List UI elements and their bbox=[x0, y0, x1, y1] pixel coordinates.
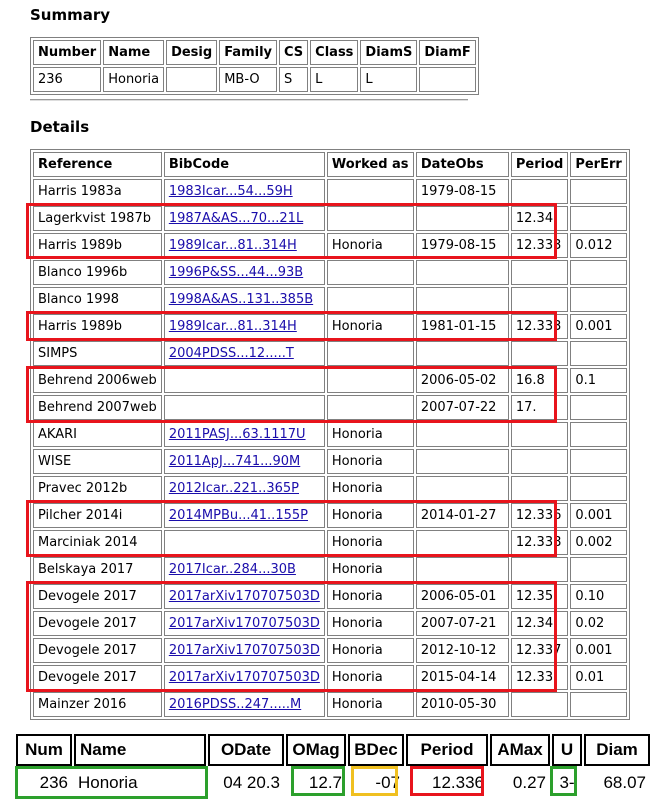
details-cell-period: 12.333 bbox=[511, 314, 568, 339]
bibcode-link[interactable]: 1996P&SS...44...93B bbox=[168, 265, 304, 280]
details-cell-dateobs bbox=[416, 260, 509, 285]
details-cell-period: 12.336 bbox=[511, 503, 568, 528]
details-cell-dateobs bbox=[416, 206, 509, 231]
details-cell-bibcode bbox=[164, 206, 325, 231]
details-cell-pererr: 0.02 bbox=[570, 611, 626, 636]
details-cell-pererr: 0.01 bbox=[570, 665, 626, 690]
details-header-reference: Reference bbox=[33, 152, 162, 177]
details-row bbox=[33, 179, 627, 204]
details-row bbox=[33, 557, 627, 582]
details-cell-dateobs: 2015-04-14 bbox=[416, 665, 509, 690]
details-cell-period: 12.34 bbox=[511, 611, 568, 636]
summary-cell-number: 236 bbox=[33, 67, 101, 92]
details-cell-reference: Harris 1983a bbox=[33, 179, 162, 204]
details-cell-dateobs: 2006-05-01 bbox=[416, 584, 509, 609]
details-cell-period: 12.333 bbox=[511, 233, 568, 258]
bibcode-link[interactable]: 2011PASJ...63.1117U bbox=[168, 427, 306, 442]
details-cell-pererr: 0.002 bbox=[570, 530, 626, 555]
details-row bbox=[33, 611, 627, 636]
details-cell-dateobs bbox=[416, 449, 509, 474]
details-cell-bibcode bbox=[164, 179, 325, 204]
bibcode-link[interactable]: 1989Icar...81..314H bbox=[168, 319, 297, 334]
details-cell-dateobs: 1979-08-15 bbox=[416, 179, 509, 204]
details-cell-pererr bbox=[570, 395, 626, 420]
details-cell-pererr bbox=[570, 341, 626, 366]
details-cell-worked-as bbox=[327, 206, 414, 231]
summary-cell-cs: S bbox=[279, 67, 308, 92]
bottom-cell-name: Honoria bbox=[78, 773, 138, 792]
details-cell-worked-as: Honoria bbox=[327, 233, 414, 258]
details-cell-worked-as: Honoria bbox=[327, 422, 414, 447]
details-cell-reference: Mainzer 2016 bbox=[33, 692, 162, 717]
bibcode-link[interactable]: 1987A&AS...70...21L bbox=[168, 211, 304, 226]
details-cell-worked-as: Honoria bbox=[327, 611, 414, 636]
details-cell-reference: Devogele 2017 bbox=[33, 611, 162, 636]
details-cell-worked-as: Honoria bbox=[327, 692, 414, 717]
details-cell-bibcode bbox=[164, 584, 325, 609]
details-cell-worked-as bbox=[327, 260, 414, 285]
details-cell-dateobs: 2010-05-30 bbox=[416, 692, 509, 717]
details-header-dateobs: DateObs bbox=[416, 152, 509, 177]
details-row bbox=[33, 503, 627, 528]
details-table bbox=[30, 149, 630, 720]
details-cell-worked-as bbox=[327, 179, 414, 204]
details-cell-period bbox=[511, 179, 568, 204]
details-cell-period bbox=[511, 422, 568, 447]
bibcode-link[interactable]: 2016PDSS..247.....M bbox=[168, 697, 302, 712]
details-cell-bibcode bbox=[164, 395, 325, 420]
bottom-header-odate: ODate bbox=[208, 734, 284, 766]
details-body bbox=[33, 179, 627, 717]
details-cell-period: 12.337 bbox=[511, 638, 568, 663]
details-cell-pererr: 0.001 bbox=[570, 638, 626, 663]
details-cell-pererr: 0.10 bbox=[570, 584, 626, 609]
details-cell-reference: Blanco 1996b bbox=[33, 260, 162, 285]
details-cell-worked-as bbox=[327, 287, 414, 312]
details-cell-period bbox=[511, 287, 568, 312]
summary-header-row bbox=[33, 40, 476, 65]
bottom-header-u: U bbox=[552, 734, 582, 766]
details-cell-dateobs bbox=[416, 476, 509, 501]
details-cell-bibcode bbox=[164, 341, 325, 366]
bottom-header-bdec: BDec bbox=[348, 734, 404, 766]
bibcode-link[interactable]: 2004PDSS...12.....T bbox=[168, 346, 294, 361]
details-cell-pererr: 0.001 bbox=[570, 503, 626, 528]
bottom-cell-bdec: -07 bbox=[375, 773, 400, 792]
details-row bbox=[33, 530, 627, 555]
details-cell-bibcode bbox=[164, 449, 325, 474]
bottom-cell-u: 3- bbox=[559, 773, 575, 792]
details-cell-worked-as bbox=[327, 395, 414, 420]
details-cell-bibcode bbox=[164, 476, 325, 501]
details-header-period: Period bbox=[511, 152, 568, 177]
details-row bbox=[33, 206, 627, 231]
details-cell-pererr bbox=[570, 422, 626, 447]
details-cell-worked-as: Honoria bbox=[327, 449, 414, 474]
details-cell-pererr: 0.1 bbox=[570, 368, 626, 393]
summary-header-cs: CS bbox=[279, 40, 308, 65]
details-cell-period: 12.35 bbox=[511, 584, 568, 609]
details-cell-pererr bbox=[570, 179, 626, 204]
bottom-header-omag: OMag bbox=[286, 734, 346, 766]
details-cell-reference: Behrend 2007web bbox=[33, 395, 162, 420]
bottom-header-diam: Diam bbox=[584, 734, 650, 766]
details-row bbox=[33, 692, 627, 717]
details-row bbox=[33, 287, 627, 312]
summary-header-desig: Desig bbox=[166, 40, 217, 65]
details-row bbox=[33, 233, 627, 258]
summary-heading: Summary bbox=[30, 6, 111, 24]
details-cell-pererr bbox=[570, 260, 626, 285]
summary-header-diams: DiamS bbox=[360, 40, 417, 65]
bottom-header-name: Name bbox=[74, 734, 206, 766]
summary-header-number: Number bbox=[33, 40, 101, 65]
details-header-pererr: PerErr bbox=[570, 152, 626, 177]
bibcode-link[interactable]: 2017arXiv170707503D bbox=[168, 670, 320, 685]
details-cell-bibcode bbox=[164, 530, 325, 555]
summary-cell-diams: L bbox=[360, 67, 417, 92]
details-row bbox=[33, 422, 627, 447]
details-cell-reference: Pilcher 2014i bbox=[33, 503, 162, 528]
details-cell-bibcode bbox=[164, 314, 325, 339]
details-cell-reference: Belskaya 2017 bbox=[33, 557, 162, 582]
details-cell-dateobs: 2007-07-21 bbox=[416, 611, 509, 636]
details-cell-dateobs bbox=[416, 530, 509, 555]
details-cell-pererr bbox=[570, 206, 626, 231]
details-cell-bibcode bbox=[164, 692, 325, 717]
bibcode-link[interactable]: 2017arXiv170707503D bbox=[168, 616, 320, 631]
details-cell-worked-as: Honoria bbox=[327, 584, 414, 609]
details-cell-reference: Harris 1989b bbox=[33, 233, 162, 258]
details-cell-pererr bbox=[570, 692, 626, 717]
details-cell-pererr bbox=[570, 449, 626, 474]
details-cell-pererr bbox=[570, 476, 626, 501]
details-cell-bibcode bbox=[164, 260, 325, 285]
details-cell-worked-as: Honoria bbox=[327, 503, 414, 528]
details-cell-pererr: 0.001 bbox=[570, 314, 626, 339]
details-header-bibcode: BibCode bbox=[164, 152, 325, 177]
summary-header-class: Class bbox=[310, 40, 358, 65]
details-cell-period: 17. bbox=[511, 395, 568, 420]
details-row bbox=[33, 476, 627, 501]
summary-cell-family: MB-O bbox=[219, 67, 277, 92]
details-cell-period bbox=[511, 260, 568, 285]
summary-header-diamf: DiamF bbox=[419, 40, 475, 65]
bottom-header-period: Period bbox=[406, 734, 488, 766]
bibcode-link[interactable]: 1983Icar...54...59H bbox=[168, 184, 293, 199]
details-cell-period: 12.338 bbox=[511, 530, 568, 555]
details-cell-period: 12.33 bbox=[511, 665, 568, 690]
details-cell-reference: Marciniak 2014 bbox=[33, 530, 162, 555]
details-cell-bibcode bbox=[164, 503, 325, 528]
bottom-cell-period: 12.336 bbox=[432, 773, 484, 792]
bibcode-link[interactable]: 2017arXiv170707503D bbox=[168, 643, 320, 658]
details-cell-period bbox=[511, 476, 568, 501]
details-cell-reference: SIMPS bbox=[33, 341, 162, 366]
details-cell-reference: AKARI bbox=[33, 422, 162, 447]
details-cell-period: 16.8 bbox=[511, 368, 568, 393]
bottom-cell-odate: 04 20.3 bbox=[223, 773, 280, 792]
details-row bbox=[33, 584, 627, 609]
details-cell-worked-as: Honoria bbox=[327, 557, 414, 582]
bottom-data-row bbox=[16, 768, 650, 798]
bottom-cell-amax: 0.27 bbox=[512, 773, 546, 792]
summary-cell-class: L bbox=[310, 67, 358, 92]
summary-cell-diamf bbox=[419, 67, 475, 92]
details-cell-bibcode bbox=[164, 638, 325, 663]
details-cell-pererr bbox=[570, 287, 626, 312]
details-cell-period bbox=[511, 449, 568, 474]
bibcode-link[interactable]: 2017Icar..284...30B bbox=[168, 562, 296, 577]
bottom-header-num: Num bbox=[16, 734, 72, 766]
details-cell-dateobs bbox=[416, 341, 509, 366]
details-cell-dateobs bbox=[416, 287, 509, 312]
bibcode-link[interactable]: 2017arXiv170707503D bbox=[168, 589, 320, 604]
details-cell-dateobs: 1981-01-15 bbox=[416, 314, 509, 339]
details-cell-dateobs: 2014-01-27 bbox=[416, 503, 509, 528]
details-cell-reference: Behrend 2006web bbox=[33, 368, 162, 393]
details-cell-bibcode bbox=[164, 422, 325, 447]
summary-cell-desig bbox=[166, 67, 217, 92]
summary-row bbox=[33, 67, 476, 92]
bottom-summary-table bbox=[14, 732, 652, 800]
summary-header-family: Family bbox=[219, 40, 277, 65]
details-cell-period: 12.34 bbox=[511, 206, 568, 231]
details-row bbox=[33, 314, 627, 339]
details-cell-period bbox=[511, 557, 568, 582]
details-cell-dateobs: 1979-08-15 bbox=[416, 233, 509, 258]
details-cell-bibcode bbox=[164, 665, 325, 690]
details-cell-reference: Blanco 1998 bbox=[33, 287, 162, 312]
bottom-cell-diam: 68.07 bbox=[603, 773, 646, 792]
details-cell-bibcode bbox=[164, 287, 325, 312]
section-divider bbox=[30, 99, 468, 101]
details-cell-reference: Pravec 2012b bbox=[33, 476, 162, 501]
details-heading: Details bbox=[30, 118, 90, 136]
summary-table bbox=[30, 37, 479, 95]
details-cell-dateobs: 2012-10-12 bbox=[416, 638, 509, 663]
bottom-header-amax: AMax bbox=[490, 734, 550, 766]
summary-cell-name: Honoria bbox=[103, 67, 164, 92]
details-cell-worked-as: Honoria bbox=[327, 314, 414, 339]
bottom-cell-omag: 12.7 bbox=[308, 773, 342, 792]
details-cell-bibcode bbox=[164, 611, 325, 636]
bibcode-link[interactable]: 2014MPBu...41..155P bbox=[168, 508, 308, 523]
bibcode-link[interactable]: 2012Icar..221..365P bbox=[168, 481, 299, 496]
details-cell-worked-as: Honoria bbox=[327, 665, 414, 690]
details-row bbox=[33, 260, 627, 285]
details-cell-bibcode bbox=[164, 557, 325, 582]
bibcode-link[interactable]: 1998A&AS..131..385B bbox=[168, 292, 314, 307]
details-cell-reference: Harris 1989b bbox=[33, 314, 162, 339]
details-cell-period bbox=[511, 692, 568, 717]
details-cell-dateobs bbox=[416, 557, 509, 582]
details-cell-reference: Devogele 2017 bbox=[33, 584, 162, 609]
details-row bbox=[33, 341, 627, 366]
details-cell-bibcode bbox=[164, 368, 325, 393]
details-cell-worked-as: Honoria bbox=[327, 638, 414, 663]
details-cell-bibcode bbox=[164, 233, 325, 258]
details-cell-dateobs: 2007-07-22 bbox=[416, 395, 509, 420]
details-cell-reference: Devogele 2017 bbox=[33, 665, 162, 690]
details-row bbox=[33, 449, 627, 474]
details-cell-pererr bbox=[570, 557, 626, 582]
details-cell-worked-as bbox=[327, 368, 414, 393]
details-row bbox=[33, 638, 627, 663]
details-cell-reference: Lagerkvist 1987b bbox=[33, 206, 162, 231]
details-cell-period bbox=[511, 341, 568, 366]
details-cell-pererr: 0.012 bbox=[570, 233, 626, 258]
summary-header-name: Name bbox=[103, 40, 164, 65]
bibcode-link[interactable]: 1989Icar...81..314H bbox=[168, 238, 297, 253]
details-cell-reference: WISE bbox=[33, 449, 162, 474]
details-row bbox=[33, 395, 627, 420]
bottom-cell-num: 236 bbox=[39, 773, 68, 792]
bottom-header-row bbox=[16, 734, 650, 766]
details-cell-reference: Devogele 2017 bbox=[33, 638, 162, 663]
details-header-row bbox=[33, 152, 627, 177]
details-cell-dateobs bbox=[416, 422, 509, 447]
details-cell-worked-as: Honoria bbox=[327, 476, 414, 501]
details-cell-worked-as: Honoria bbox=[327, 530, 414, 555]
details-header-worked-as: Worked as bbox=[327, 152, 414, 177]
details-cell-dateobs: 2006-05-02 bbox=[416, 368, 509, 393]
details-row bbox=[33, 368, 627, 393]
details-cell-worked-as bbox=[327, 341, 414, 366]
bibcode-link[interactable]: 2011ApJ...741...90M bbox=[168, 454, 301, 469]
details-row bbox=[33, 665, 627, 690]
